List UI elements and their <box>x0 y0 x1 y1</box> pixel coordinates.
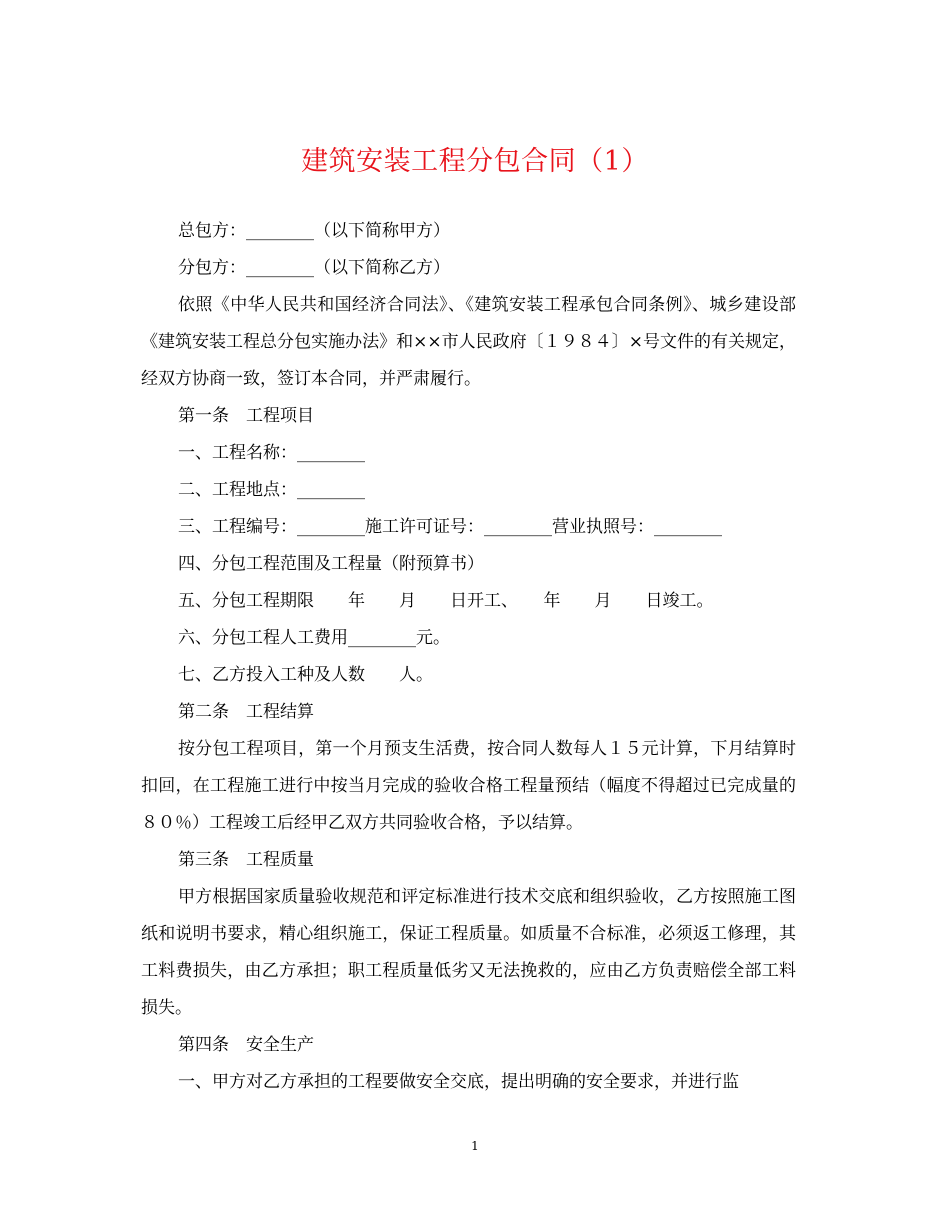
article-1-item-period: 五、分包工程期限 年 月 日开工、 年 月 日竣工。 <box>178 591 714 611</box>
party-a-line: 总包方：________（以下简称甲方） <box>178 221 450 241</box>
party-b-line: 分包方：________（以下简称乙方） <box>178 258 450 278</box>
article-4-heading: 第四条 安全生产 <box>178 1035 314 1055</box>
article-1-item-labor-cost: 六、分包工程人工费用________元。 <box>178 628 450 648</box>
article-1-item-project-numbers: 三、工程编号：________施工许可证号：________营业执照号：________ <box>178 517 722 537</box>
preamble-paragraph: 依照《中华人民共和国经济合同法》、《建筑安装工程承包合同条例》、城乡建设部《建筑安装工程总分包实施办法》和××市人民政府〔１９８４〕×号文件的有关规定，经双方协商一致，签订本合同，并严肃履行。 <box>141 295 796 389</box>
page-number: 1 <box>471 1139 479 1153</box>
article-2-heading: 第二条 工程结算 <box>178 702 314 722</box>
article-2-paragraph: 按分包工程项目，第一个月预支生活费，按合同人数每人１５元计算，下月结算时扣回，在工程施工进行中按当月完成的验收合格工程量预结（幅度不得超过已完成量的８０％）工程竣工后经甲乙双方共同验收合格，予以结算。 <box>141 739 796 833</box>
article-1-item-project-location: 二、工程地点：________ <box>178 480 365 500</box>
article-1-item-scope: 四、分包工程范围及工程量（附预算书） <box>178 554 484 574</box>
document-title: 建筑安装工程分包合同（1） <box>301 146 649 177</box>
document-body <box>141 213 796 1101</box>
article-4-paragraph: 一、甲方对乙方承担的工程要做安全交底，提出明确的安全要求，并进行监 <box>178 1072 739 1092</box>
article-3-heading: 第三条 工程质量 <box>178 850 314 870</box>
article-1-item-workers: 七、乙方投入工种及人数 人。 <box>178 665 433 685</box>
article-3-paragraph: 甲方根据国家质量验收规范和评定标准进行技术交底和组织验收，乙方按照施工图纸和说明书要求，精心组织施工，保证工程质量。如质量不合标准，必须返工修理，其工料费损失，由乙方承担；职工程质量低劣又无法挽救的，应由乙方负责赔偿全部工料损失。 <box>141 887 796 1018</box>
article-1-heading: 第一条 工程项目 <box>178 406 314 426</box>
article-1-item-project-name: 一、工程名称：________ <box>178 443 365 463</box>
